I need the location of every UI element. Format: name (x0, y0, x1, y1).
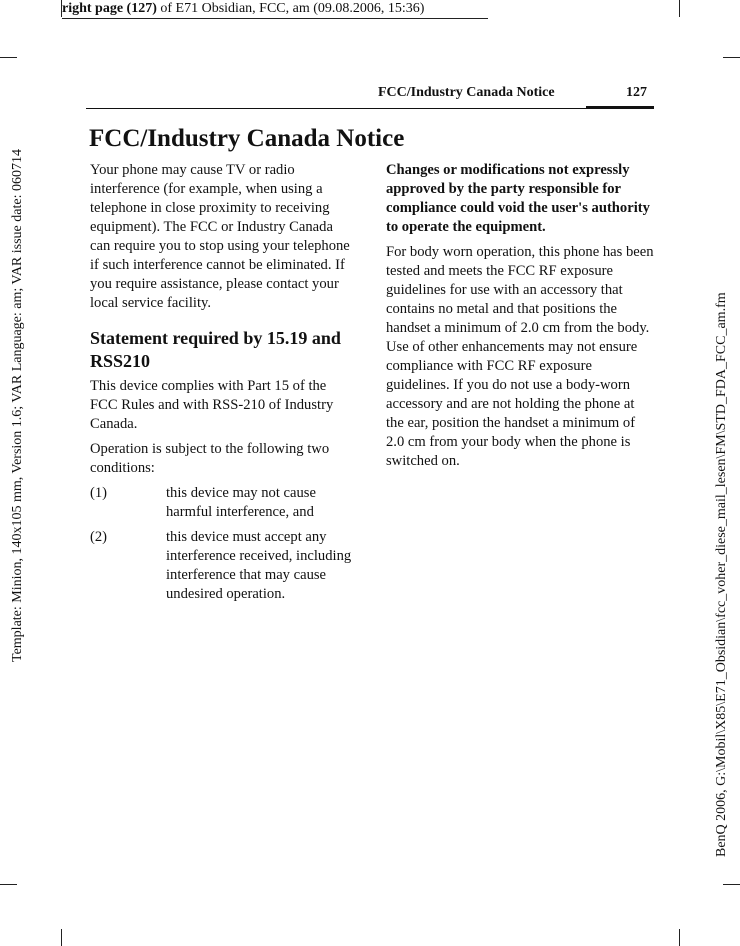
template-info: Template: Minion, 140x105 mm, Version 1.6; VAR Language: am; VAR issue date: 060714 (10, 149, 25, 662)
crop-mark-right-bottom (723, 884, 740, 885)
page-title: FCC/Industry Canada Notice (89, 125, 405, 152)
crop-mark-right-top (723, 57, 740, 58)
running-head-title: FCC/Industry Canada Notice (378, 85, 555, 100)
condition-number: (2) (90, 529, 108, 545)
crop-mark-left-top (0, 57, 17, 58)
slug-info: of E71 Obsidian, FCC, am (09.08.2006, 15:36) (156, 1, 425, 16)
condition-item (90, 484, 356, 522)
page-number: 127 (626, 85, 647, 100)
file-path-info: BenQ 2006, G:\Mobil\X85\E71_Obsidian\fcc_voher_diese_mail_lesen\FM\STD_FDA_FCC_am.fm (714, 292, 729, 857)
intro-paragraph: Your phone may cause TV or radio interference (for example, when using a telephone in close proximity to receiving equipment). The FCC or Industry Canada can require you to stop using your telephone if such interference cannot be eliminated. If you require assistance, please contact your local service facility. (90, 162, 350, 311)
body-worn-paragraph: For body worn operation, this phone has been tested and meets the FCC RF exposure guidelines for use with an accessory that contains no metal and that positions the handset a minimum of 2.0 cm from the body. Use of other enhancements may not ensure compliance with FCC RF exposure guidelines. If you do not use a body-worn accessory and are not holding the phone at the ear, position the handset a minimum of 2.0 cm from your body when the phone is switched on. (386, 244, 654, 469)
slug-page-label: right page (127) (62, 1, 157, 16)
modification-warning: Changes or modifications not expressly approved by the party responsible for compliance could void the user's authority to operate the equipment. (386, 162, 650, 235)
header-rule (86, 108, 654, 109)
header-rule-accent (586, 106, 654, 109)
condition-text: this device must accept any interference received, including interference that may cause undesired operation. (166, 529, 352, 602)
right-column (386, 161, 654, 477)
crop-mark-top-right (679, 0, 680, 17)
compliance-paragraph: This device complies with Part 15 of the FCC Rules and with RSS-210 of Industry Canada. (90, 378, 334, 432)
conditions-intro: Operation is subject to the following two conditions: (90, 441, 330, 476)
condition-text: this device may not cause harmful interference, and (166, 485, 316, 520)
left-column (90, 161, 356, 610)
crop-mark-bottom-right (679, 929, 680, 946)
slug-rule (62, 18, 488, 19)
statement-heading: Statement required by 15.19 and RSS210 (90, 328, 341, 371)
crop-mark-left-bottom (0, 884, 17, 885)
print-slug (62, 0, 424, 18)
condition-number: (1) (90, 485, 108, 501)
crop-mark-bottom-left (61, 929, 62, 946)
condition-item (90, 528, 356, 604)
